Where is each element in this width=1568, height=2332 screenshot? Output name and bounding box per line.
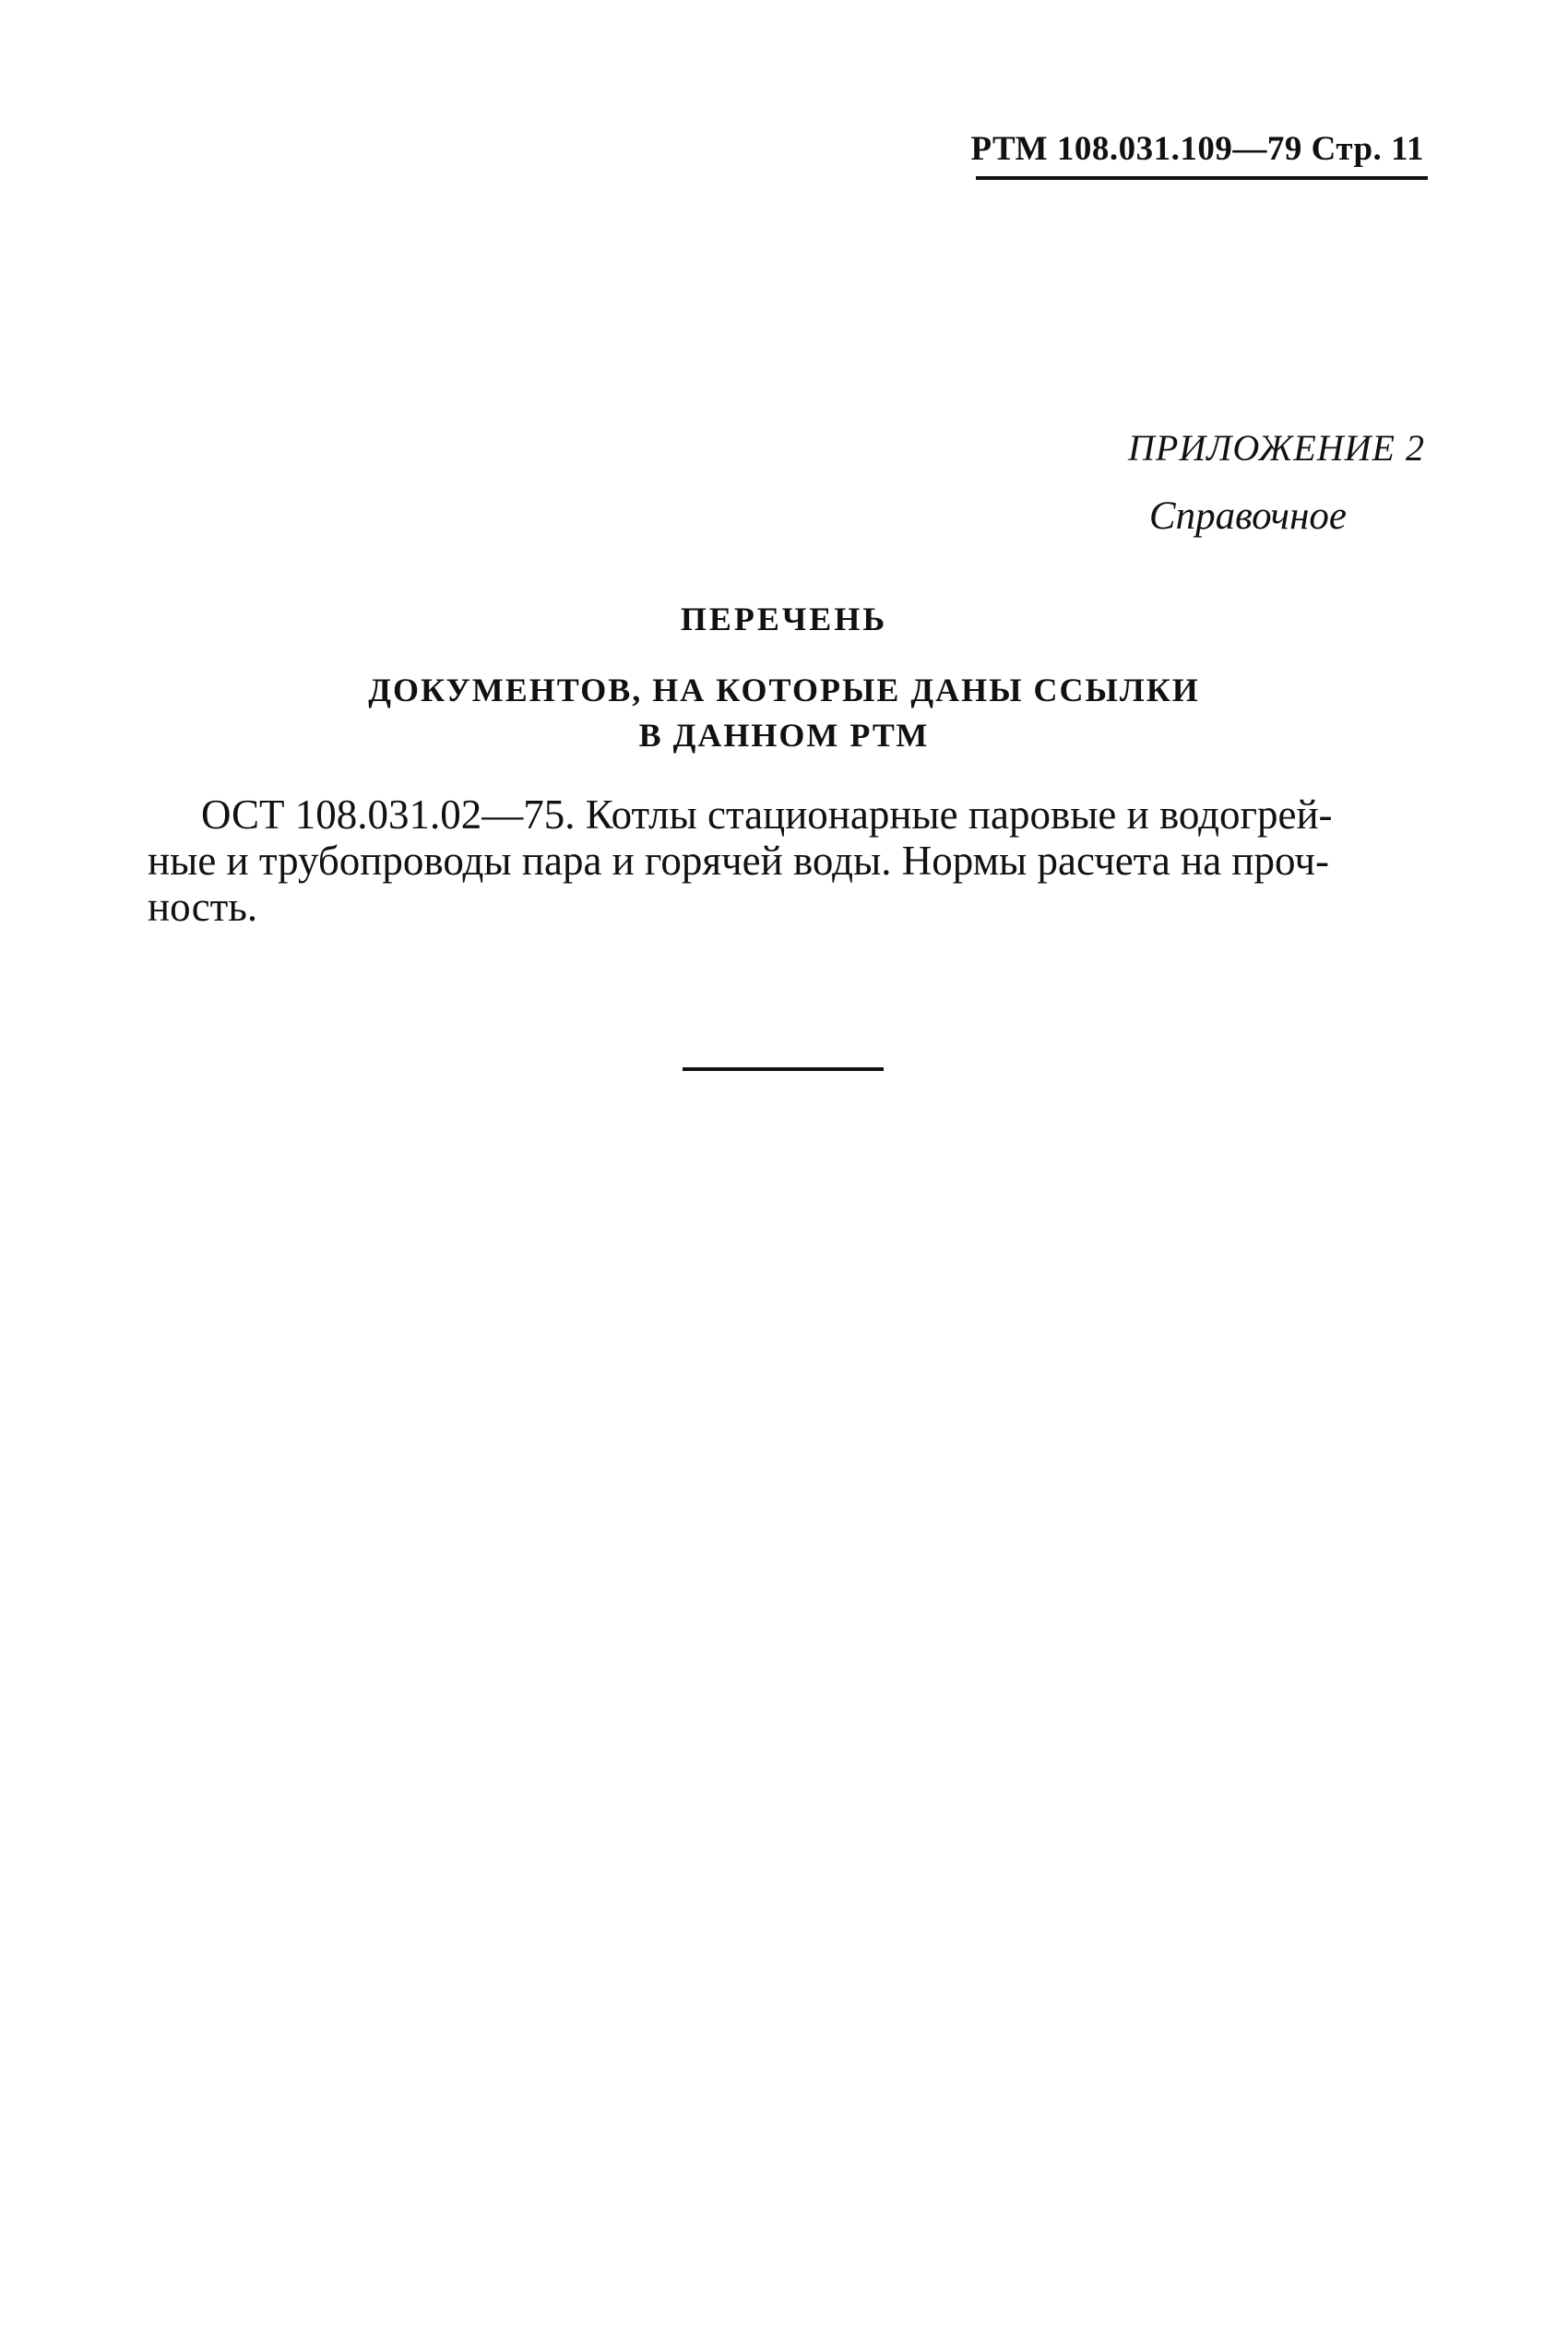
end-of-section-rule <box>683 1067 884 1071</box>
header-underline <box>976 176 1428 180</box>
reference-entry-line-1: ОСТ 108.031.02—75. Котлы стационарные паровые и водогрей- <box>201 791 1333 838</box>
appendix-type: Справочное <box>1148 494 1347 538</box>
reference-entry-line-3: ность. <box>148 884 258 930</box>
section-heading-subtitle-line-2: В ДАННОМ РТМ <box>638 717 930 754</box>
reference-entry-line-2: ные и трубопроводы пара и горячей воды. Нормы расчета на проч- <box>148 838 1329 884</box>
appendix-label: ПРИЛОЖЕНИЕ 2 <box>1128 427 1425 469</box>
section-heading-subtitle-line-1: ДОКУМЕНТОВ, НА КОТОРЫЕ ДАНЫ ССЫЛКИ <box>368 672 1200 708</box>
running-header: РТМ 108.031.109—79 Стр. 11 <box>970 130 1424 168</box>
section-heading-title: ПЕРЕЧЕНЬ <box>680 601 888 637</box>
reference-entry <box>148 791 1430 930</box>
